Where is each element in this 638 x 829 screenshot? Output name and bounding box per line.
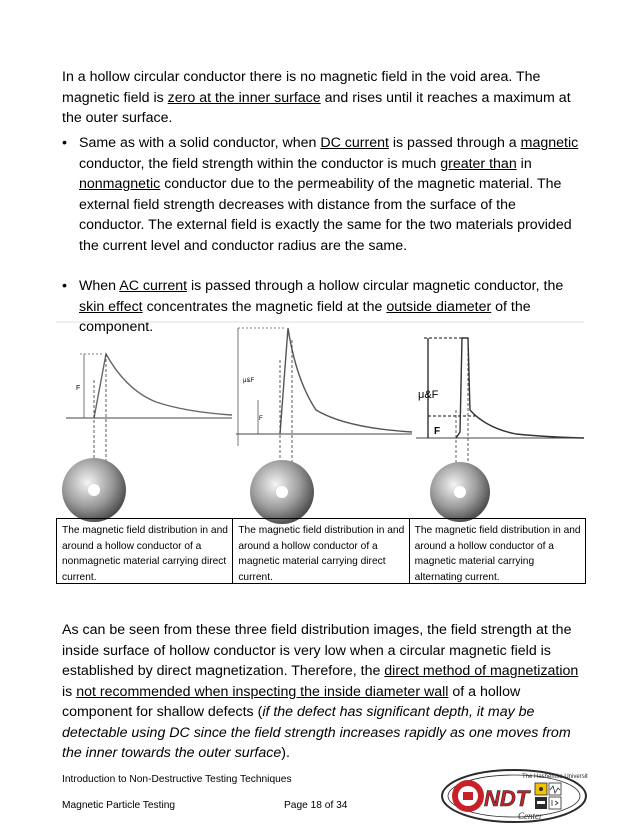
- caption-1: The magnetic field distribution in and around a hollow conductor of a nonmagnetic material carrying direct current.: [62, 525, 228, 583]
- field-distribution-figures: [56, 320, 584, 524]
- figure-3-magnetic-ac: [416, 338, 584, 522]
- figure-captions: [56, 518, 586, 584]
- fig2-label-f: F: [259, 416, 263, 422]
- figure-1-nonmagnetic-dc: [62, 354, 232, 522]
- footer-page-number: Page 18 of 34: [284, 800, 348, 811]
- bullet-list: [62, 133, 582, 338]
- figure-2-magnetic-dc: [236, 328, 412, 524]
- fig3-label-f: F: [434, 426, 441, 437]
- fig1-label-f: F: [76, 385, 81, 392]
- caption-3: The magnetic field distribution in and around a hollow conductor of a magnetic material carrying alternating current.: [409, 519, 585, 583]
- ultrasonic-icon: [549, 797, 561, 809]
- logo-letters: NDT: [484, 786, 530, 811]
- fig2-label-mu-f: μ&F: [243, 378, 255, 384]
- intro-paragraph: In a hollow circular conductor there is no magnetic field in the void area. The magnetic field is zero at the inner surface and rises until it reaches a maximum at the outer surface.: [62, 69, 571, 126]
- conclusion-paragraph: As can be seen from these three field distribution images, the field strength at the inside surface of hollow conductor is very low when a circular magnetic field is established by direct magnetization. Therefore, the direct method of magnetization is not recommended when inspecting the inside diameter wall of a hollow component for shallow defects (if the defect has significant depth, it may be detectable using DC since the field strength increases rapidly as one moves from the inner towards the outer surface).: [62, 622, 579, 761]
- ndt-center-logo: [440, 766, 588, 824]
- footer-course: Introduction to Non-Destructive Testing Techniques: [62, 774, 292, 785]
- bullet-dc-current: • Same as with a solid conductor, when DC current is passed through a magnetic conductor, the field strength within the conductor is much greater than in nonmagnetic conductor due to the permeability of the magnetic material. The external field strength decreases with distance from the surface of the conductor. The external field is exactly the same for the two materials provided the current level and conductor radius are the same.: [62, 133, 582, 256]
- figures-svg: [56, 320, 584, 524]
- footer-section: Magnetic Particle Testing: [62, 800, 176, 811]
- caption-2: The magnetic field distribution in and around a hollow conductor of a magnetic material carrying direct current.: [232, 519, 408, 583]
- fig3-label-mu-f: μ&F: [418, 389, 439, 401]
- bullet-ac-current: • When AC current is passed through a hollow circular magnetic conductor, the skin effect concentrates the magnetic field at the outside diameter of the component.: [62, 276, 582, 338]
- logo-university: The Hashemite University: [522, 774, 588, 780]
- logo-center: Center: [518, 811, 543, 821]
